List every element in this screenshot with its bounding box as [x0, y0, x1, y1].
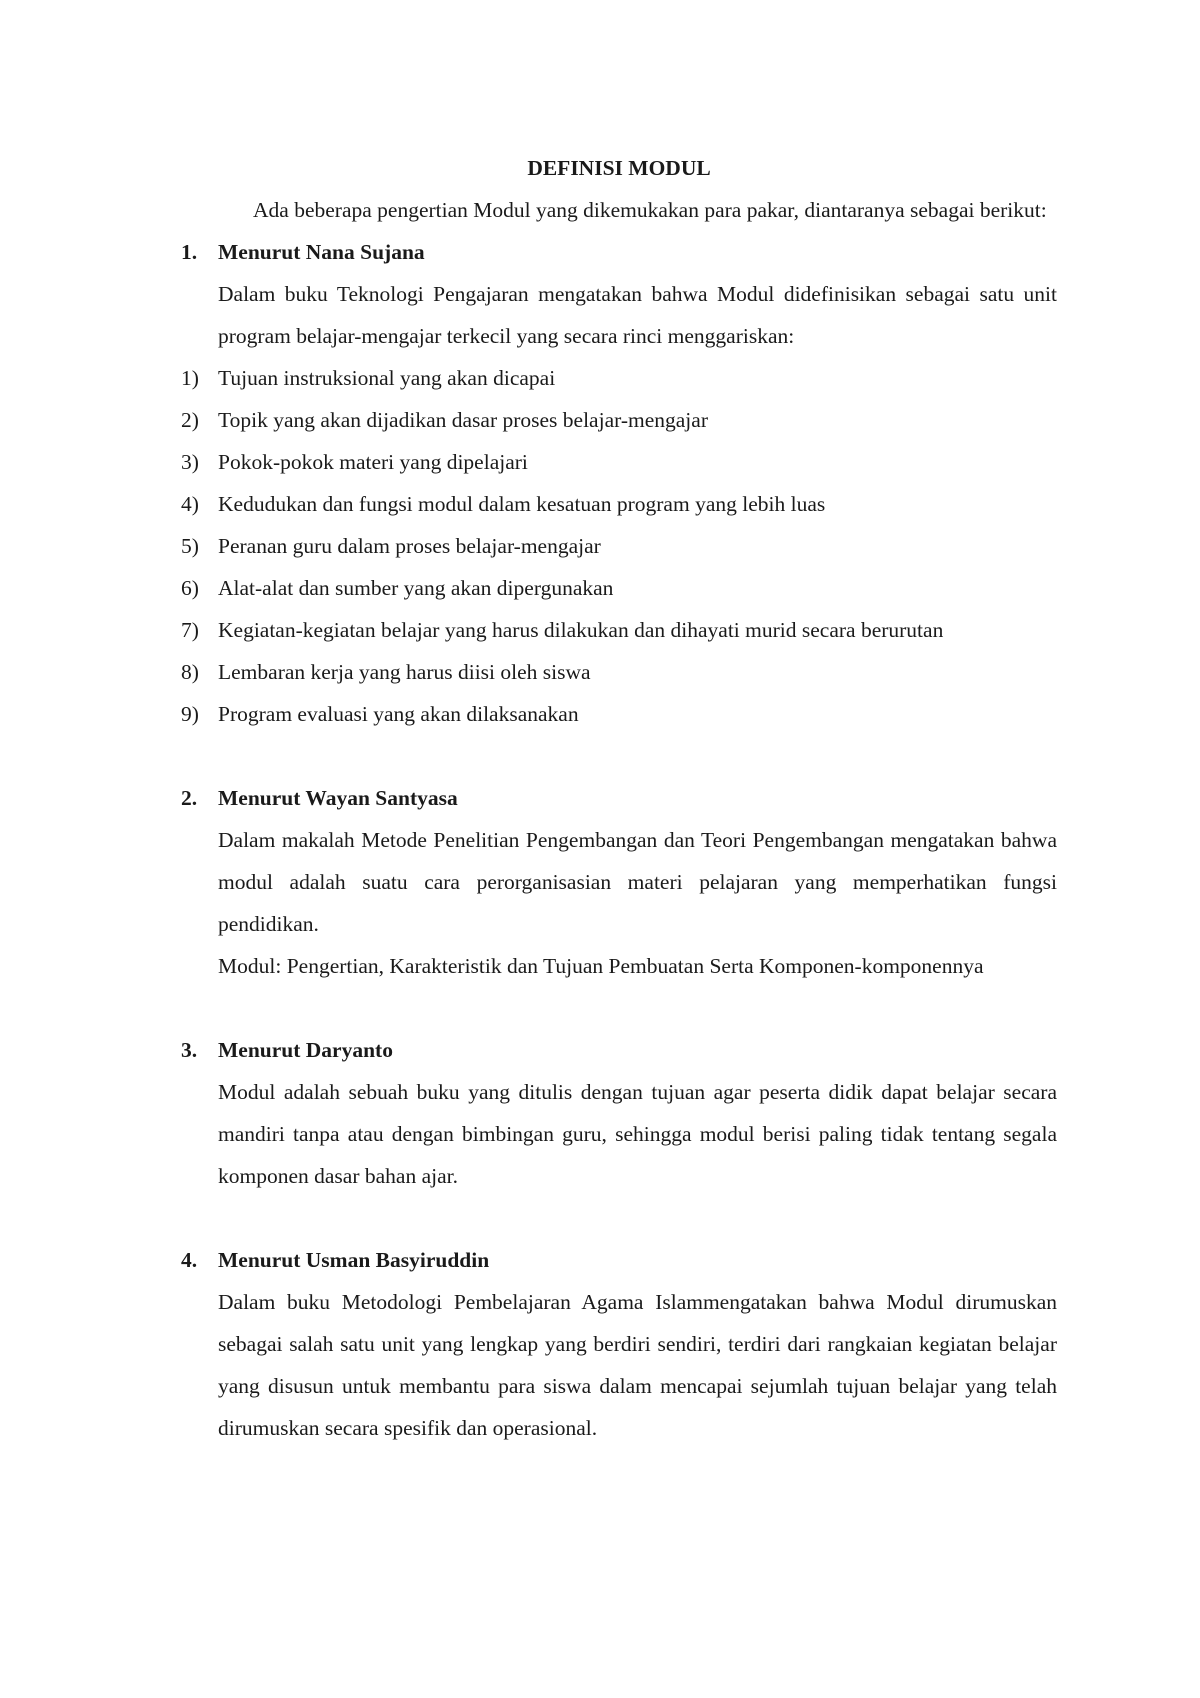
section-paragraph: Dalam buku Teknologi Pengajaran mengatakan bahwa Modul didefinisikan sebagai satu unit program belajar-mengajar terkecil yang secara rinci menggariskan: — [218, 282, 1057, 348]
list-item-number: 1) — [181, 366, 199, 390]
criteria-list — [181, 357, 1057, 735]
list-item-number: 5) — [181, 534, 199, 558]
list-item — [181, 357, 1057, 399]
section-nana-sujana — [181, 231, 1057, 735]
section-paragraph: Modul: Pengertian, Karakteristik dan Tujuan Pembuatan Serta Komponen-komponennya — [218, 954, 984, 978]
section-heading-text: Menurut Wayan Santyasa — [218, 786, 458, 810]
list-item-number: 8) — [181, 660, 199, 684]
list-item — [181, 651, 1057, 693]
blank-line — [181, 735, 1057, 777]
list-item-number: 3) — [181, 450, 199, 474]
list-item-number: 6) — [181, 576, 199, 600]
section-paragraph: Dalam makalah Metode Penelitian Pengembangan dan Teori Pengembangan mengatakan bahwa modul adalah suatu cara perorganisasian materi pelajaran yang memperhatikan fungsi pendidikan. — [218, 828, 1057, 936]
section-wayan-santyasa — [181, 777, 1057, 987]
list-item — [181, 441, 1057, 483]
section-heading — [181, 777, 1057, 819]
list-item — [181, 609, 1057, 651]
list-item-text: Alat-alat dan sumber yang akan dipergunakan — [218, 576, 614, 600]
list-item-text: Topik yang akan dijadikan dasar proses belajar-mengajar — [218, 408, 708, 432]
intro-paragraph: Ada beberapa pengertian Modul yang dikemukakan para pakar, diantaranya sebagai berikut: — [253, 198, 1047, 222]
section-usman-basyiruddin — [181, 1239, 1057, 1449]
section-heading — [181, 231, 1057, 273]
list-item — [181, 525, 1057, 567]
section-number: 2. — [181, 786, 198, 810]
list-item-text: Peranan guru dalam proses belajar-mengajar — [218, 534, 601, 558]
section-heading — [181, 1029, 1057, 1071]
list-item-text: Tujuan instruksional yang akan dicapai — [218, 366, 556, 390]
document-title: DEFINISI MODUL — [527, 156, 711, 180]
list-item — [181, 693, 1057, 735]
section-paragraph: Modul adalah sebuah buku yang ditulis dengan tujuan agar peserta didik dapat belajar secara mandiri tanpa atau dengan bimbingan guru, sehingga modul berisi paling tidak tentang segala komponen dasar bahan ajar. — [218, 1080, 1057, 1188]
section-number: 1. — [181, 240, 198, 264]
list-item — [181, 483, 1057, 525]
section-heading — [181, 1239, 1057, 1281]
list-item-number: 4) — [181, 492, 199, 516]
blank-line — [181, 987, 1057, 1029]
list-item-text: Pokok-pokok materi yang dipelajari — [218, 450, 528, 474]
section-heading-text: Menurut Daryanto — [218, 1038, 393, 1062]
blank-line — [181, 1197, 1057, 1239]
section-heading-text: Menurut Usman Basyiruddin — [218, 1248, 490, 1272]
list-item — [181, 399, 1057, 441]
list-item — [181, 567, 1057, 609]
list-item-number: 9) — [181, 702, 199, 726]
document-body — [181, 147, 1057, 1449]
list-item-number: 7) — [181, 618, 199, 642]
section-paragraph: Dalam buku Metodologi Pembelajaran Agama Islammengatakan bahwa Modul dirumuskan sebagai salah satu unit yang lengkap yang berdiri sendiri, terdiri dari rangkaian kegiatan belajar yang disusun untuk membantu para siswa dalam mencapai sejumlah tujuan belajar yang telah dirumuskan secara spesifik dan operasional. — [218, 1290, 1057, 1440]
section-daryanto — [181, 1029, 1057, 1197]
section-number: 3. — [181, 1038, 198, 1062]
list-item-number: 2) — [181, 408, 199, 432]
section-number: 4. — [181, 1248, 198, 1272]
list-item-text: Lembaran kerja yang harus diisi oleh siswa — [218, 660, 591, 684]
list-item-text: Kegiatan-kegiatan belajar yang harus dilakukan dan dihayati murid secara berurutan — [218, 618, 944, 642]
section-heading-text: Menurut Nana Sujana — [218, 240, 425, 264]
list-item-text: Kedudukan dan fungsi modul dalam kesatuan program yang lebih luas — [218, 492, 826, 516]
list-item-text: Program evaluasi yang akan dilaksanakan — [218, 702, 579, 726]
